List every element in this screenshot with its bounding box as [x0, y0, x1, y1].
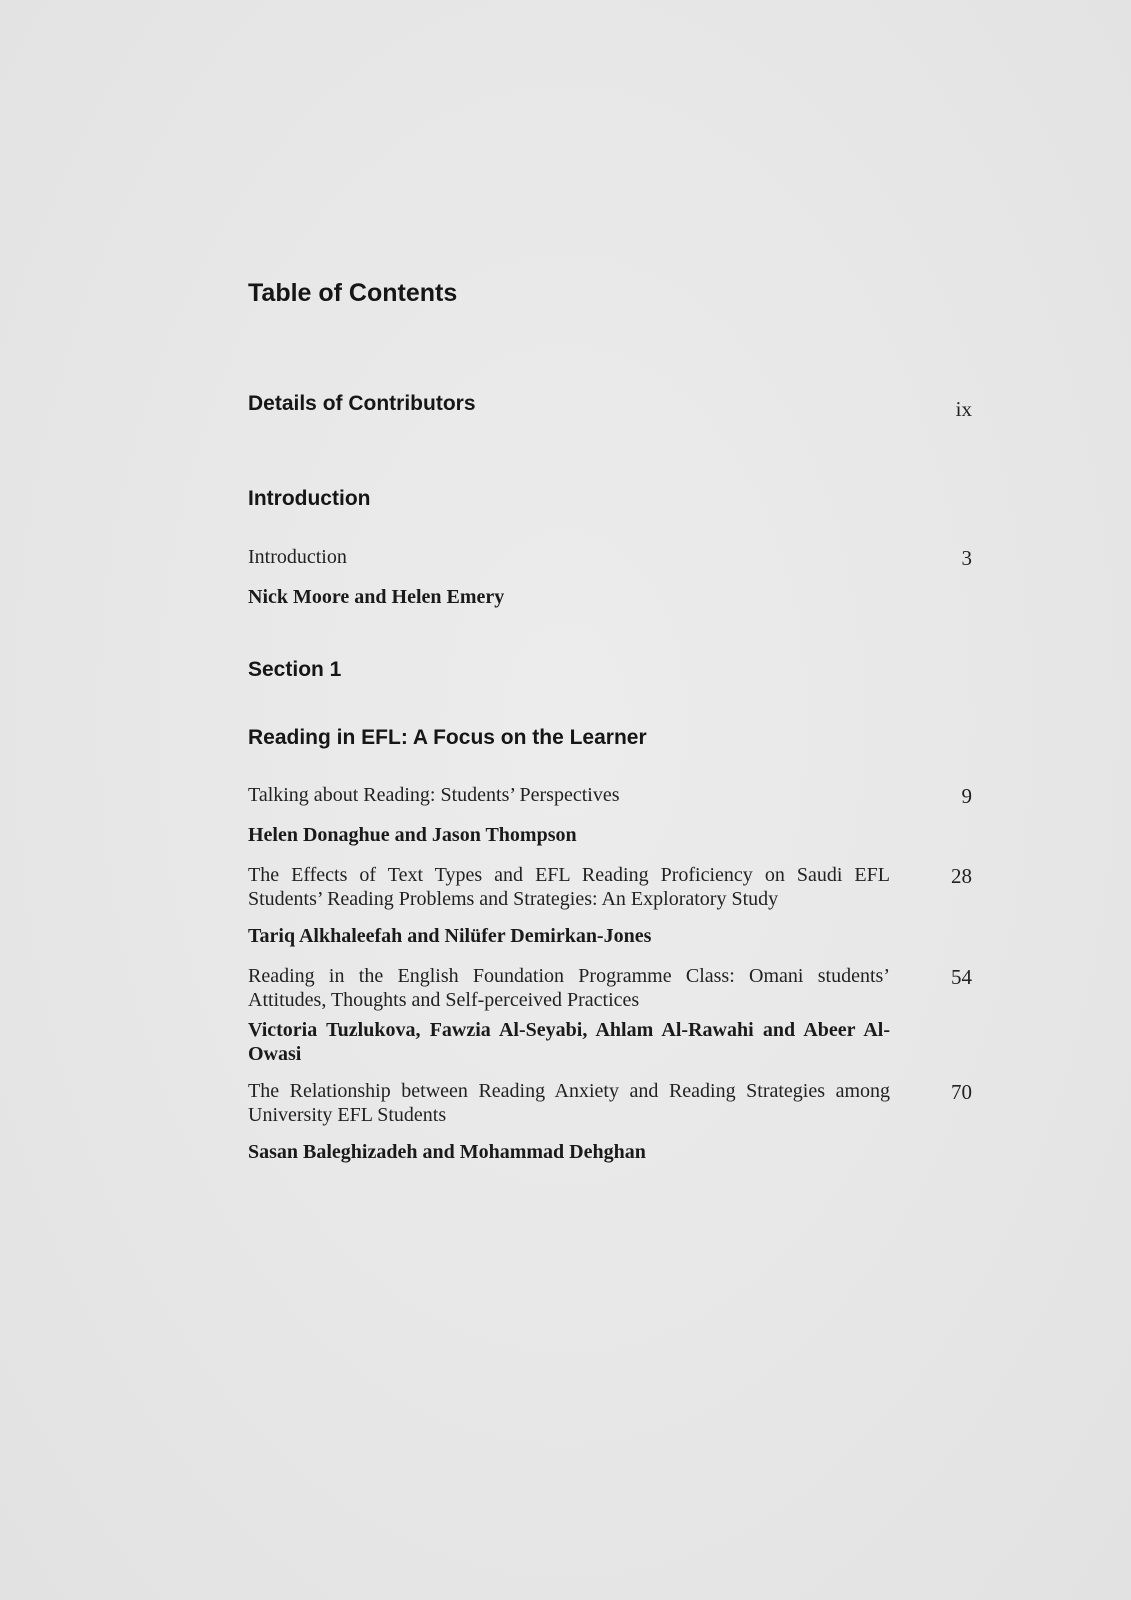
- toc-entry-title: The Relationship between Reading Anxiety and Reading Strategies among University EFL Students: [248, 1080, 890, 1126]
- introduction-entry-authors: Nick Moore and Helen Emery: [248, 586, 505, 608]
- toc-details-label: Details of Contributors: [248, 392, 476, 415]
- toc-entry-page: 9: [961, 784, 972, 808]
- section-1-label: Section 1: [248, 658, 342, 681]
- toc-entry-page: 70: [951, 1080, 972, 1104]
- toc-details-page: ix: [955, 397, 972, 421]
- toc-entry-title: Talking about Reading: Students’ Perspectives: [248, 784, 620, 806]
- section-1-heading: Reading in EFL: A Focus on the Learner: [248, 726, 647, 749]
- toc-entry-authors: Sasan Baleghizadeh and Mohammad Dehghan: [248, 1141, 646, 1163]
- toc-entry-authors: Victoria Tuzlukova, Fawzia Al-Seyabi, Ahlam Al-Rawahi and Abeer Al-Owasi: [248, 1019, 890, 1065]
- introduction-entry-page: 3: [961, 546, 972, 570]
- toc-entry-title: Reading in the English Foundation Programme Class: Omani students’ Attitudes, Thoughts and Self-perceived Practices: [248, 965, 890, 1011]
- toc-entry-title: The Effects of Text Types and EFL Reading Proficiency on Saudi EFL Students’ Reading Problems and Strategies: An Exploratory Study: [248, 864, 890, 910]
- toc-entry-authors: Helen Donaghue and Jason Thompson: [248, 824, 577, 846]
- introduction-entry-title: Introduction: [248, 546, 347, 568]
- toc-entry-page: 54: [951, 965, 972, 989]
- toc-title: Table of Contents: [248, 279, 458, 307]
- toc-entry-authors: Tariq Alkhaleefah and Nilüfer Demirkan-Jones: [248, 925, 652, 947]
- introduction-heading: Introduction: [248, 487, 371, 510]
- toc-entry-page: 28: [951, 864, 972, 888]
